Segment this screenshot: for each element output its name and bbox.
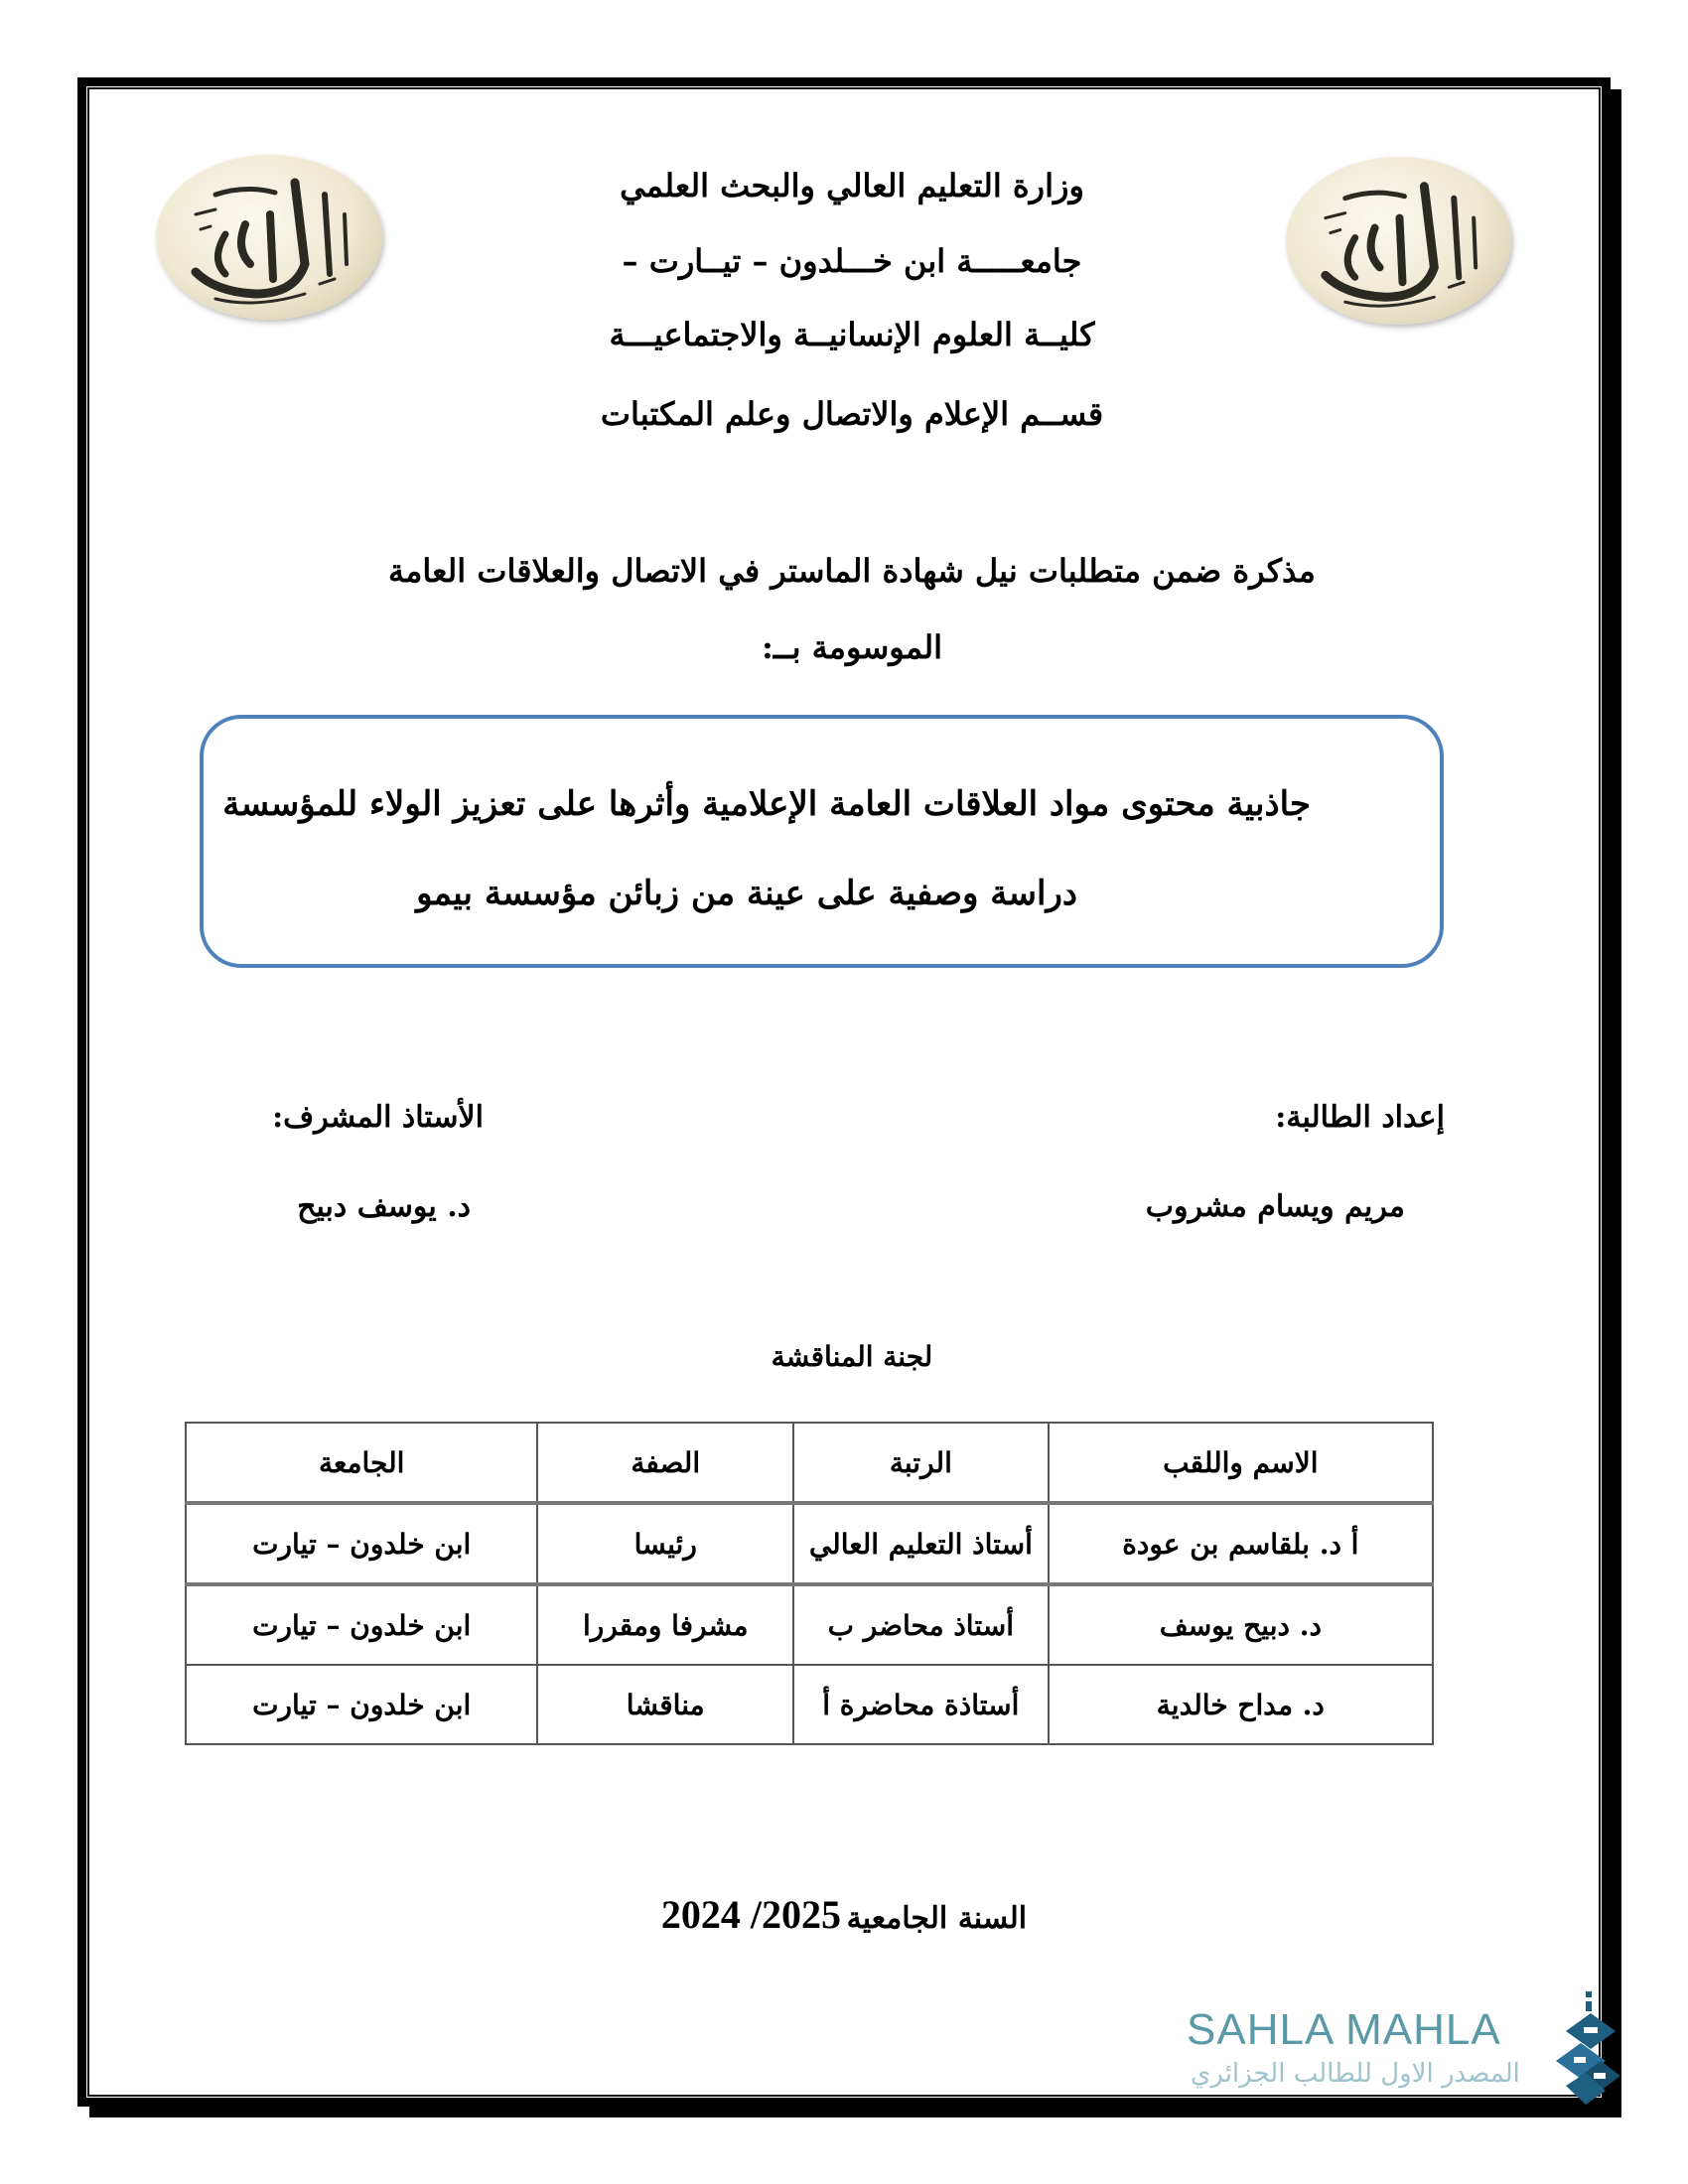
academic-year — [0, 1891, 1688, 1938]
thesis-title-box — [200, 715, 1444, 968]
thesis-purpose: مذكرة ضمن متطلبات نيل شهادة الماستر في الاتصال والعلاقات العامة — [388, 552, 1316, 590]
ministry-name: وزارة التعليم العالي والبحث العلمي — [620, 167, 1084, 205]
table-row — [186, 1584, 1433, 1665]
cell-university: ابن خلدون – تيارت — [186, 1503, 537, 1584]
committee-title: لجنة المناقشة — [771, 1340, 933, 1373]
academic-year-value: 2024 /2025 — [660, 1892, 842, 1937]
watermark-brand: SAHLA MAHLA — [1187, 2005, 1501, 2054]
cell-role: مناقشا — [537, 1665, 793, 1744]
committee-table — [185, 1422, 1434, 1745]
cell-university: ابن خلدون – تيارت — [186, 1584, 537, 1665]
cell-university: ابن خلدون – تيارت — [186, 1665, 537, 1744]
student-name: مريم ويسام مشروب — [1145, 1189, 1405, 1224]
cell-name: د. مداح خالدية — [1049, 1665, 1433, 1744]
department-name: قســم الإعلام والاتصال وعلم المكتبات — [600, 395, 1104, 433]
table-row — [186, 1503, 1433, 1584]
header-name: الاسم واللقب — [1049, 1423, 1433, 1503]
header-role: الصفة — [537, 1423, 793, 1503]
sahla-mahla-watermark — [1187, 2005, 1633, 2105]
page-frame-shadow-right — [1611, 89, 1621, 2117]
table-header-row — [186, 1423, 1433, 1503]
university-name: جامعـــــة ابن خـــلدون – تيــارت – — [622, 242, 1082, 280]
header-rank: الرتبة — [793, 1423, 1049, 1503]
cell-rank: أستاذ التعليم العالي — [793, 1503, 1049, 1584]
student-label: إعداد الطالبة: — [1275, 1100, 1445, 1135]
thesis-title-line1: جاذبية محتوى مواد العلاقات العامة الإعلامية وأثرها على تعزيز الولاء للمؤسسة — [222, 784, 1311, 824]
page-frame-inner-line — [87, 87, 1601, 2097]
sahla-mahla-logo-icon — [1556, 1991, 1625, 2106]
thesis-title-line2: دراسة وصفية على عينة من زبائن مؤسسة بيمو — [416, 874, 1077, 913]
cell-role: رئيسا — [537, 1503, 793, 1584]
faculty-name: كليــة العلوم الإنسانيــة والاجتماعيـــة — [609, 316, 1095, 353]
cell-name: أ د. بلقاسم بن عودة — [1049, 1503, 1433, 1584]
supervisor-name: د. يوسف دبيح — [297, 1189, 471, 1224]
page-frame-shadow-bottom — [89, 2107, 1621, 2117]
cell-role: مشرفا ومقررا — [537, 1584, 793, 1665]
watermark-tagline: المصدر الاول للطالب الجزائري — [1191, 2059, 1520, 2089]
cell-rank: أستاذة محاضرة أ — [793, 1665, 1049, 1744]
cell-rank: أستاذ محاضر ب — [793, 1584, 1049, 1665]
header-university: الجامعة — [186, 1423, 537, 1503]
supervisor-label: الأستاذ المشرف: — [272, 1100, 484, 1135]
titled-label: الموسومة بــ: — [762, 628, 942, 666]
academic-year-label: السنة الجامعية — [846, 1901, 1028, 1936]
table-row — [186, 1665, 1433, 1744]
cell-name: د. دبيح يوسف — [1049, 1584, 1433, 1665]
